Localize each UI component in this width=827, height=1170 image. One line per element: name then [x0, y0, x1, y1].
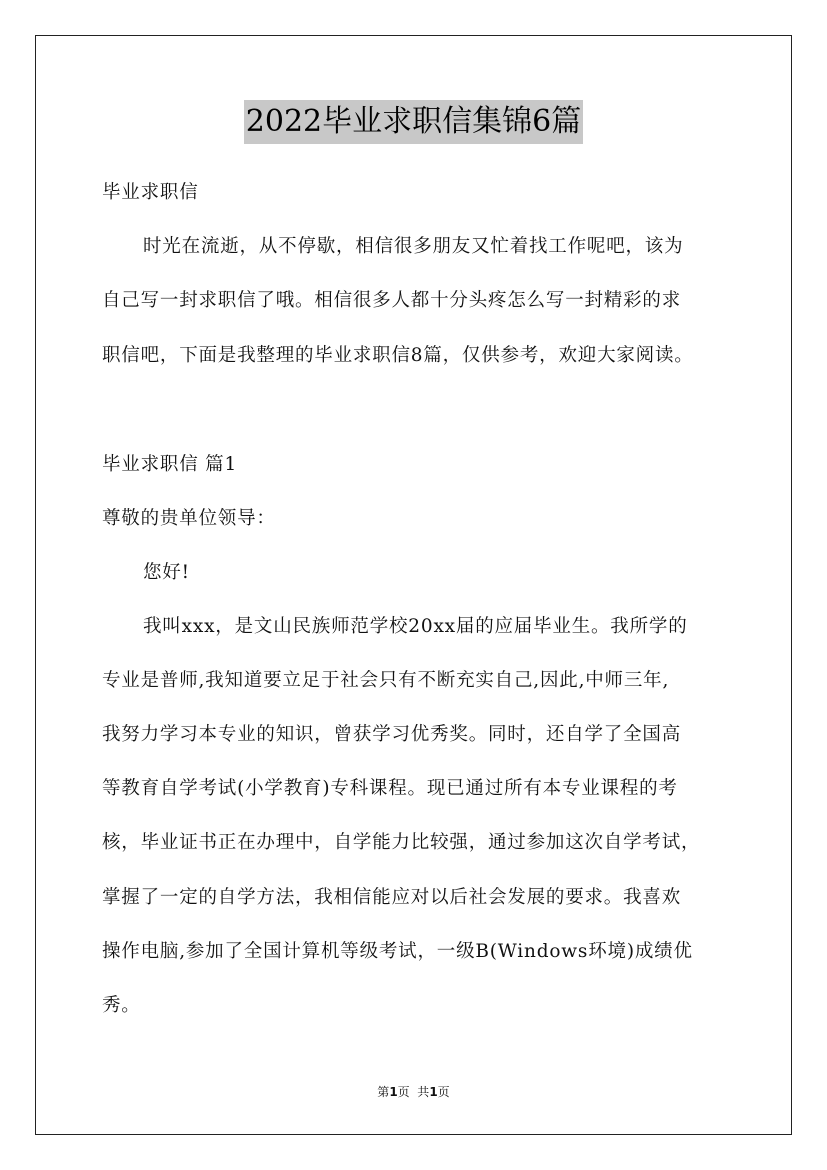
- footer-suffix: 页: [437, 1085, 450, 1099]
- intro-line-3: 职信吧，下面是我整理的毕业求职信8篇，仅供参考，欢迎大家阅读。: [102, 345, 694, 366]
- footer-page-current: 1: [389, 1085, 398, 1099]
- body-line-6: 掌握了一定的自学方法，我相信能应对以后社会发展的要求。我喜欢: [102, 887, 682, 908]
- greeting: 您好!: [143, 562, 190, 583]
- footer-prefix: 第: [377, 1085, 390, 1099]
- footer-mid: 页 共: [397, 1085, 430, 1099]
- document-heading: 毕业求职信: [102, 182, 199, 203]
- page-footer: [0, 1084, 827, 1100]
- title-container: [0, 100, 827, 144]
- body-line-7: 操作电脑,参加了全国计算机等级考试，一级B(Windows环境)成绩优: [102, 941, 693, 962]
- intro-line-1: 时光在流逝，从不停歇，相信很多朋友又忙着找工作呢吧，该为: [143, 236, 684, 257]
- salutation: 尊敬的贵单位领导：: [102, 508, 276, 529]
- body-line-5: 核，毕业证书正在办理中，自学能力比较强，通过参加这次自学考试，: [102, 832, 701, 853]
- body-line-1: 我叫xxx，是文山民族师范学校20xx届的应届毕业生。我所学的: [143, 616, 688, 637]
- body-line-3: 我努力学习本专业的知识，曾获学习优秀奖。同时，还自学了全国高: [102, 724, 682, 745]
- footer-page-total: 1: [429, 1085, 438, 1099]
- body-line-4: 等教育自学考试(小学教育)专科课程。现已通过所有本专业课程的考: [102, 778, 678, 799]
- section-heading: 毕业求职信 篇1: [102, 454, 238, 475]
- body-line-2: 专业是普师,我知道要立足于社会只有不断充实自己,因此,中师三年,: [102, 670, 670, 691]
- document-title: 2022毕业求职信集锦6篇: [244, 100, 583, 144]
- intro-line-2: 自己写一封求职信了哦。相信很多人都十分头疼怎么写一封精彩的求: [102, 290, 682, 311]
- body-line-8: 秀。: [102, 995, 141, 1016]
